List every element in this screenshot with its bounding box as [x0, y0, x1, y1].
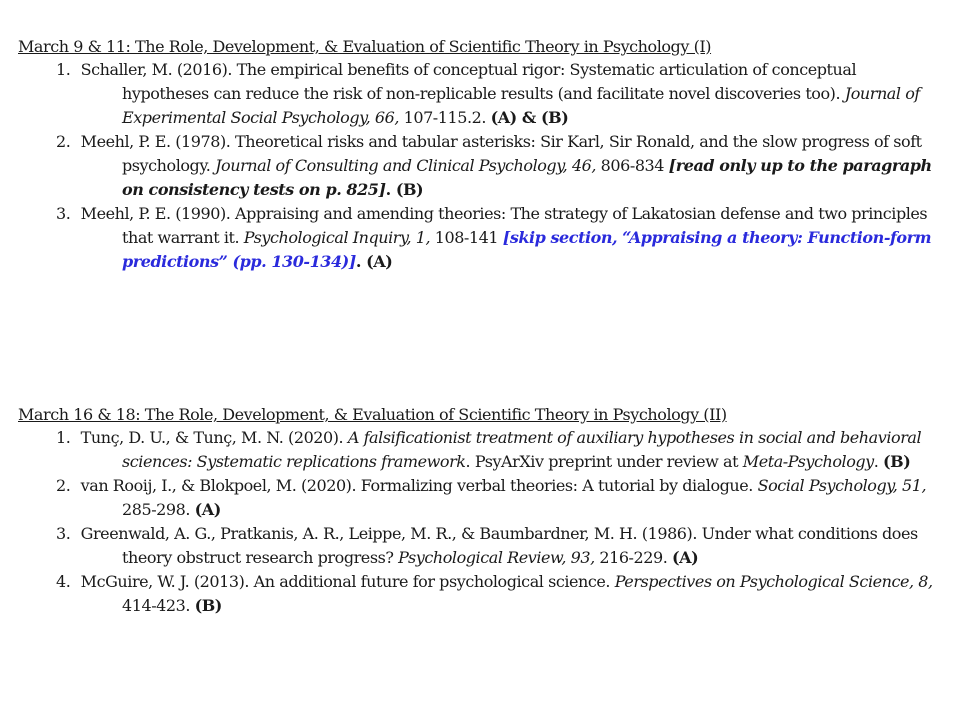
group-tag: (B)	[883, 452, 911, 471]
page-range: 216-229.	[594, 548, 672, 567]
item-number: 3.	[56, 524, 71, 543]
item-number: 4.	[56, 572, 71, 591]
group-tag: . (B)	[385, 180, 424, 199]
page-range: 108-141	[430, 228, 503, 247]
reference-item	[18, 522, 943, 570]
journal-name: Psychological Review, 93,	[398, 548, 595, 567]
group-tag: (A)	[194, 500, 221, 519]
reference-item	[18, 202, 943, 274]
reference-item	[18, 474, 943, 522]
item-number: 3.	[56, 204, 71, 223]
group-tag: (B)	[194, 596, 222, 615]
group-tag: (A)	[671, 548, 699, 567]
item-number: 1.	[56, 428, 71, 447]
citation-text: . PsyArXiv preprint under review at	[465, 452, 743, 471]
reading-section-week-1	[18, 36, 943, 274]
item-number: 1.	[56, 60, 71, 79]
reference-item	[18, 130, 943, 202]
section-heading: March 9 & 11: The Role, Development, & Evaluation of Scientific Theory in Psychology (I)	[18, 37, 712, 56]
reference-item	[18, 426, 943, 474]
page-range: 285-298.	[122, 500, 195, 519]
citation-text: van Rooij, I., & Blokpoel, M. (2020). Formalizing verbal theories: A tutorial by dialogue.	[80, 476, 758, 495]
group-tag: . (A)	[355, 252, 393, 271]
page-range: 806-834	[596, 156, 669, 175]
reference-item	[18, 570, 943, 618]
page-range: .	[873, 452, 884, 471]
citation-text: Meehl, P. E. (1990). Appraising and amending theories: The strategy of Lakatosian defense and two principles that warrant it.	[80, 204, 928, 247]
item-number: 2.	[56, 476, 71, 495]
reference-list	[18, 58, 943, 274]
page-range: 414-423.	[122, 596, 195, 615]
reading-section-week-2	[18, 404, 943, 618]
citation-text: Greenwald, A. G., Pratkanis, A. R., Leippe, M. R., & Baumbardner, M. H. (1986). Under what conditions does theory obstruct research progress?	[80, 524, 918, 567]
journal-name: Meta-Psychology	[742, 452, 874, 471]
journal-name: Journal of Consulting and Clinical Psychology, 46,	[215, 156, 597, 175]
citation-text: Schaller, M. (2016). The empirical benefits of conceptual rigor: Systematic articulation of conceptual hypotheses can reduce the risk of non-replicable results (and facilitate novel discoveries too).	[80, 60, 857, 103]
reading-note: [skip section, “Appraising a theory: Function-form predictions” (pp. 130-134)]	[122, 228, 932, 271]
citation-text: Tunç, D. U., & Tunç, M. N. (2020).	[80, 428, 348, 447]
journal-name: Psychological Inquiry, 1,	[243, 228, 431, 247]
page-range: 107-115.2.	[398, 108, 491, 127]
section-heading: March 16 & 18: The Role, Development, & Evaluation of Scientific Theory in Psychology (II)	[18, 405, 727, 424]
reading-note: [read only up to the paragraph on consistency tests on p. 825]	[122, 156, 932, 199]
reference-list	[18, 426, 943, 618]
journal-name: Social Psychology, 51,	[757, 476, 927, 495]
citation-text: McGuire, W. J. (2013). An additional future for psychological science.	[80, 572, 615, 591]
reference-item	[18, 58, 943, 130]
article-title: A falsificationist treatment of auxiliary hypotheses in social and behavioral sciences: Systematic replications framework	[122, 428, 922, 471]
group-tag: (A) & (B)	[490, 108, 569, 127]
citation-text: Meehl, P. E. (1978). Theoretical risks and tabular asterisks: Sir Karl, Sir Ronald, and the slow progress of soft psychology.	[80, 132, 922, 175]
journal-name: Perspectives on Psychological Science, 8,	[614, 572, 933, 591]
journal-name: Journal of Experimental Social Psychology, 66,	[122, 84, 920, 127]
item-number: 2.	[56, 132, 71, 151]
